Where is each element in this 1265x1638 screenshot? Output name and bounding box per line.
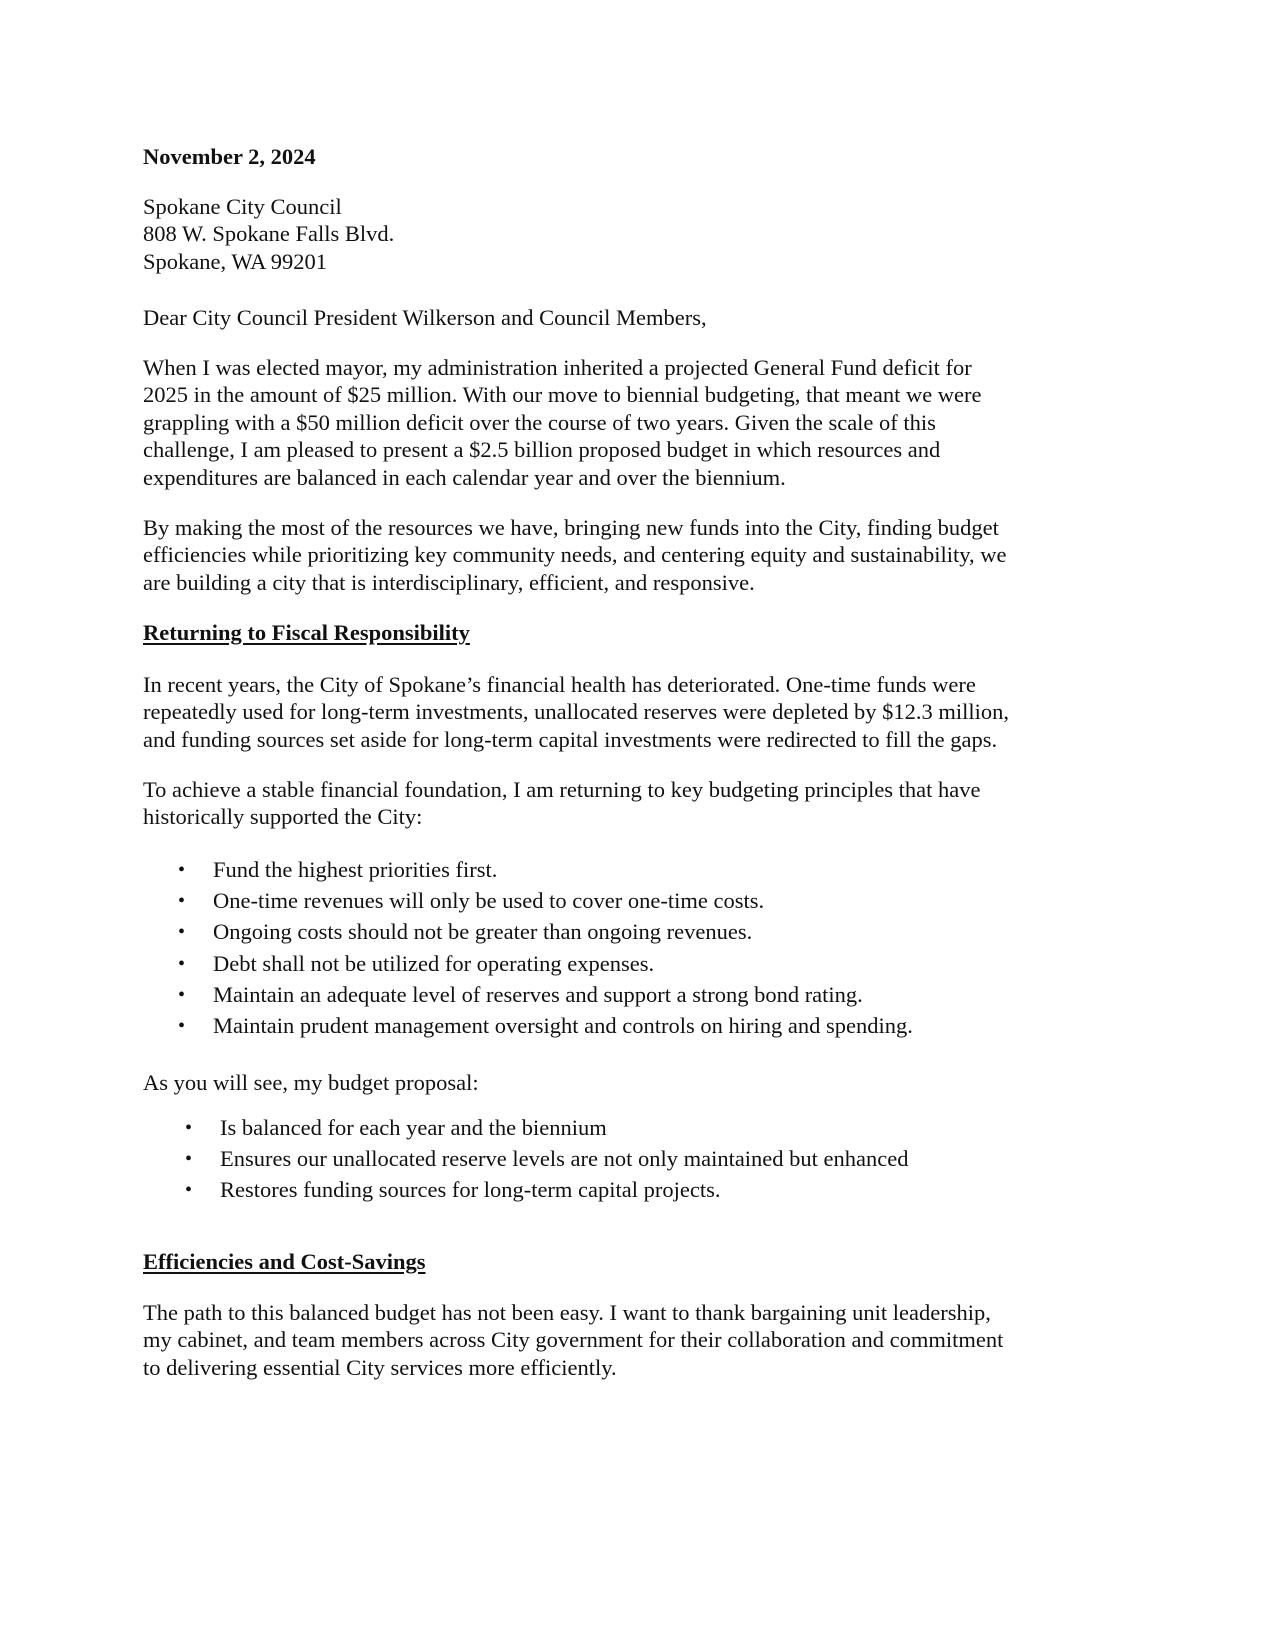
text-line: To achieve a stable financial foundation, I am returning to key budgeting principles that have bbox=[143, 777, 981, 802]
address-line: Spokane City Council bbox=[143, 194, 342, 219]
bullet-icon: • bbox=[178, 890, 186, 912]
text-line: my cabinet, and team members across City government for their collaboration and commitment bbox=[143, 1327, 1004, 1353]
text-line: 2025 in the amount of $25 million. With our move to biennial budgeting, that meant we were bbox=[143, 382, 982, 408]
text-line: historically supported the City: bbox=[143, 804, 423, 830]
paragraph-path bbox=[143, 1299, 1003, 1381]
bullet-icon: • bbox=[185, 1117, 193, 1139]
text-line: grappling with a $50 million deficit over the course of two years. Given the scale of this bbox=[143, 409, 936, 435]
text-line: By making the most of the resources we have, bringing new funds into the City, finding budget bbox=[143, 515, 999, 540]
list-item: Maintain an adequate level of reserves and support a strong bond rating. bbox=[213, 982, 863, 1007]
section-heading-fiscal: Returning to Fiscal Responsibility bbox=[143, 620, 470, 645]
list-item: One-time revenues will only be used to cover one-time costs. bbox=[213, 888, 765, 913]
salutation: Dear City Council President Wilkerson and Council Members, bbox=[143, 305, 707, 330]
text-line: are building a city that is interdisciplinary, efficient, and responsive. bbox=[143, 569, 755, 595]
paragraph-intro bbox=[143, 354, 982, 491]
list-item: Is balanced for each year and the biennium bbox=[220, 1115, 607, 1140]
section-heading-efficiencies: Efficiencies and Cost-Savings bbox=[143, 1249, 426, 1274]
list-item: Restores funding sources for long-term capital projects. bbox=[220, 1177, 721, 1202]
text-line: efficiencies while prioritizing key community needs, and centering equity and sustainability, we bbox=[143, 542, 1007, 568]
list-item: Ensures our unallocated reserve levels are not only maintained but enhanced bbox=[220, 1146, 909, 1171]
recipient-address bbox=[143, 193, 394, 275]
text-line: and funding sources set aside for long-term capital investments were redirected to fill the gaps. bbox=[143, 726, 998, 752]
list-item: Fund the highest priorities first. bbox=[213, 857, 498, 882]
paragraph-proposal-intro: As you will see, my budget proposal: bbox=[143, 1070, 479, 1095]
paragraph-recent-years bbox=[143, 671, 1009, 753]
bullet-icon: • bbox=[185, 1148, 193, 1170]
text-line: In recent years, the City of Spokane’s financial health has deteriorated. One-time funds were bbox=[143, 672, 976, 697]
text-line: When I was elected mayor, my administration inherited a projected General Fund deficit for bbox=[143, 355, 972, 380]
address-line: Spokane, WA 99201 bbox=[143, 248, 327, 274]
paragraph-principles-intro bbox=[143, 776, 981, 831]
bullet-icon: • bbox=[178, 1015, 186, 1037]
text-line: to delivering essential City services more efficiently. bbox=[143, 1354, 617, 1380]
list-item: Maintain prudent management oversight and controls on hiring and spending. bbox=[213, 1013, 913, 1038]
bullet-icon: • bbox=[178, 859, 186, 881]
list-item: Debt shall not be utilized for operating expenses. bbox=[213, 951, 655, 976]
text-line: The path to this balanced budget has not been easy. I want to thank bargaining unit leadership, bbox=[143, 1300, 991, 1325]
list-item: Ongoing costs should not be greater than ongoing revenues. bbox=[213, 919, 753, 944]
text-line: repeatedly used for long-term investments, unallocated reserves were depleted by $12.3 million, bbox=[143, 699, 1009, 725]
paragraph-resources bbox=[143, 514, 1007, 596]
bullet-icon: • bbox=[178, 984, 186, 1006]
text-line: expenditures are balanced in each calendar year and over the biennium. bbox=[143, 464, 786, 490]
bullet-icon: • bbox=[178, 953, 186, 975]
letter-date: November 2, 2024 bbox=[143, 144, 316, 169]
address-line: 808 W. Spokane Falls Blvd. bbox=[143, 221, 395, 247]
bullet-icon: • bbox=[178, 921, 186, 943]
bullet-icon: • bbox=[185, 1179, 193, 1201]
text-line: challenge, I am pleased to present a $2.5 billion proposed budget in which resources and bbox=[143, 437, 941, 463]
